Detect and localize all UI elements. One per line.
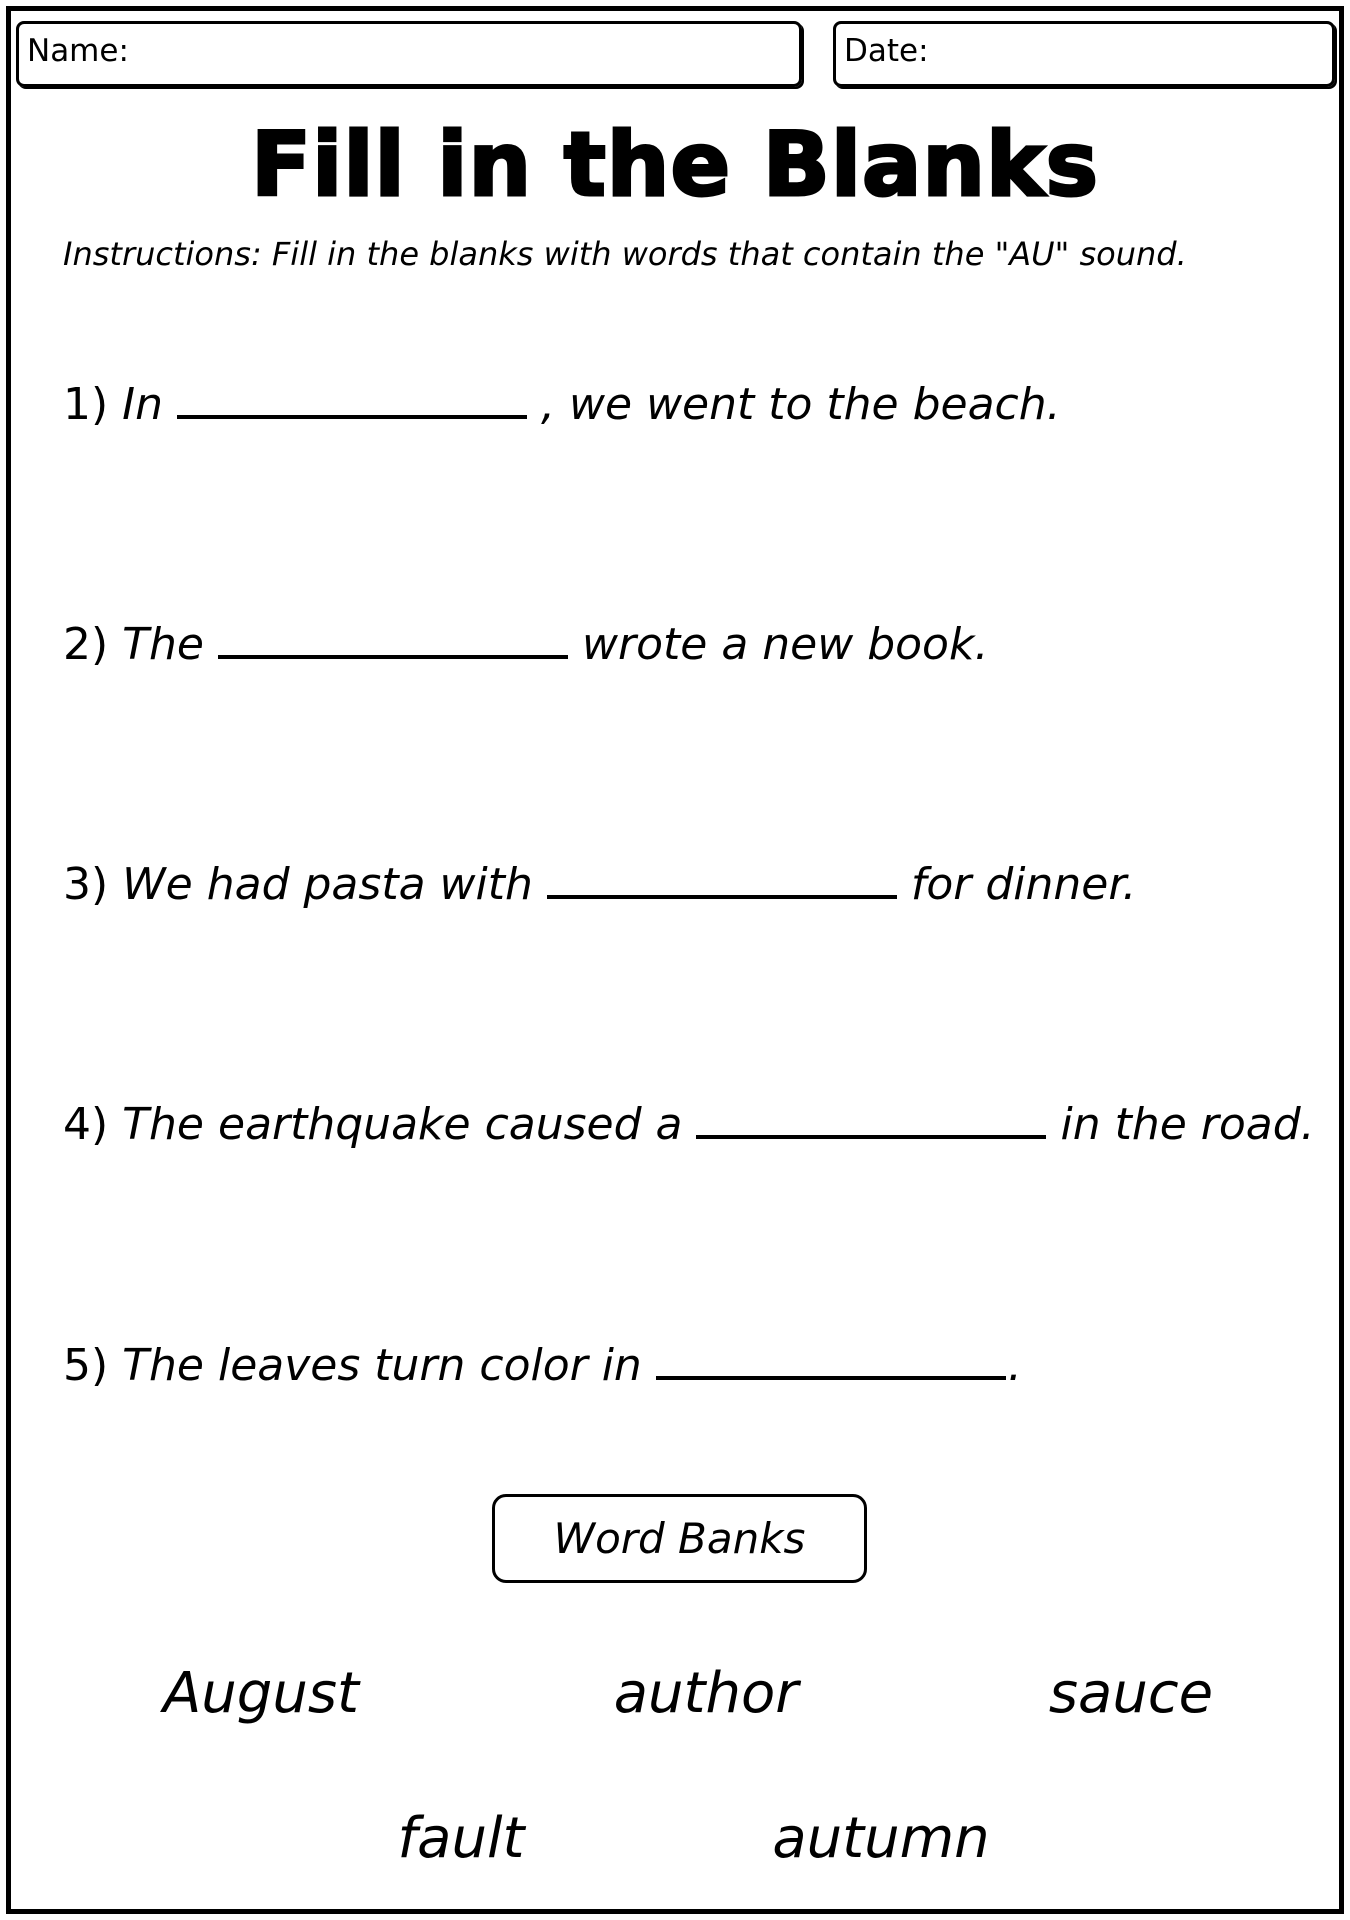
name-field[interactable] <box>16 21 802 87</box>
question-text-after: for dinner. <box>910 859 1137 910</box>
word-bank-item: fault <box>397 1806 525 1871</box>
question-4 <box>63 1099 1315 1150</box>
answer-blank-4[interactable] <box>696 1105 1046 1139</box>
instructions-text: Instructions: Fill in the blanks with words that contain the "AU" sound. <box>63 235 1187 273</box>
word-bank-item: author <box>613 1661 799 1726</box>
question-text-before: The earthquake caused a <box>122 1099 683 1150</box>
worksheet-page <box>6 6 1344 1914</box>
question-5 <box>63 1340 1022 1391</box>
word-bank-heading <box>492 1494 867 1583</box>
question-number: 1) <box>63 379 109 430</box>
question-number: 4) <box>63 1099 109 1150</box>
question-text-before: The <box>122 619 205 670</box>
date-label: Date: <box>844 33 929 69</box>
question-text-before: In <box>122 379 164 430</box>
word-bank-item: autumn <box>772 1806 990 1871</box>
question-1 <box>63 379 1061 430</box>
word-bank-heading-label: Word Banks <box>553 1514 806 1563</box>
answer-blank-3[interactable] <box>547 865 897 899</box>
date-field[interactable] <box>833 21 1335 87</box>
question-text-before: The leaves turn color in <box>122 1340 642 1391</box>
question-number: 3) <box>63 859 109 910</box>
question-number: 5) <box>63 1340 109 1391</box>
name-label: Name: <box>27 33 129 69</box>
question-text-after: . <box>1007 1340 1022 1391</box>
word-bank-item: August <box>163 1661 359 1726</box>
question-text-after: in the road. <box>1060 1099 1315 1150</box>
question-text-after: wrote a new book. <box>582 619 989 670</box>
question-3 <box>63 859 1136 910</box>
answer-blank-1[interactable] <box>177 385 527 419</box>
question-2 <box>63 619 988 670</box>
answer-blank-5[interactable] <box>656 1346 1006 1380</box>
page-title: Fill in the Blanks <box>251 113 1099 216</box>
question-text-before: We had pasta with <box>122 859 533 910</box>
answer-blank-2[interactable] <box>218 625 568 659</box>
question-text-after: , we went to the beach. <box>541 379 1061 430</box>
word-bank-item: sauce <box>1048 1661 1214 1726</box>
question-number: 2) <box>63 619 109 670</box>
